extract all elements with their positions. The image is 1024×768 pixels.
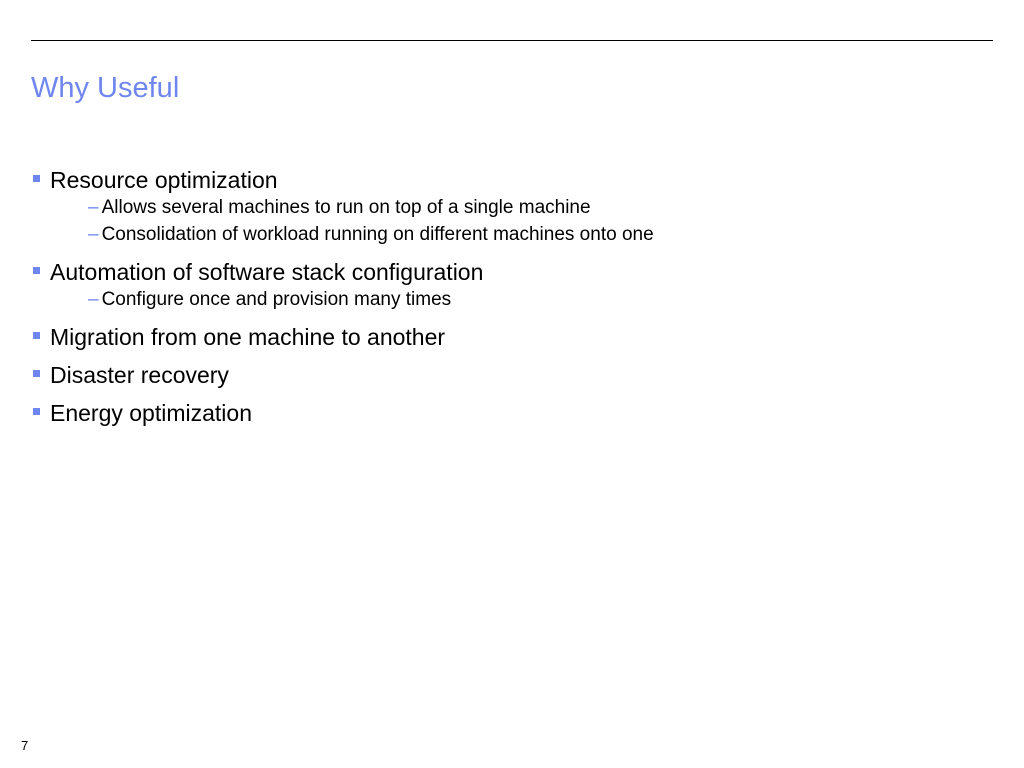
bullet-item (31, 399, 981, 427)
sub-bullet-list (50, 286, 981, 313)
square-bullet-icon (33, 370, 40, 377)
sub-bullet-item (88, 286, 981, 313)
bullet-item (31, 166, 981, 248)
page-number: 7 (21, 738, 29, 753)
bullet-label: Automation of software stack configuration (50, 259, 484, 285)
bullet-item (31, 323, 981, 351)
dash-icon: – (88, 289, 99, 310)
dash-icon: – (88, 224, 99, 245)
square-bullet-icon (33, 408, 40, 415)
bullet-list (31, 166, 981, 437)
sub-bullet-item (88, 194, 981, 221)
bullet-label: Energy optimization (50, 400, 252, 426)
square-bullet-icon (33, 267, 40, 274)
bullet-label: Resource optimization (50, 167, 278, 193)
square-bullet-icon (33, 175, 40, 182)
sub-bullet-text: Configure once and provision many times (101, 289, 452, 310)
bullet-item (31, 258, 981, 313)
bullet-label: Migration from one machine to another (50, 324, 446, 350)
sub-bullet-item (88, 221, 981, 248)
sub-bullet-text: Consolidation of workload running on different machines onto one (101, 224, 654, 245)
bullet-label: Disaster recovery (50, 362, 229, 388)
sub-bullet-list (50, 194, 981, 248)
sub-bullet-text: Allows several machines to run on top of a single machine (101, 197, 591, 218)
slide-title: Why Useful (31, 72, 180, 104)
top-divider (31, 40, 993, 41)
square-bullet-icon (33, 332, 40, 339)
bullet-item (31, 361, 981, 389)
dash-icon: – (88, 197, 99, 218)
